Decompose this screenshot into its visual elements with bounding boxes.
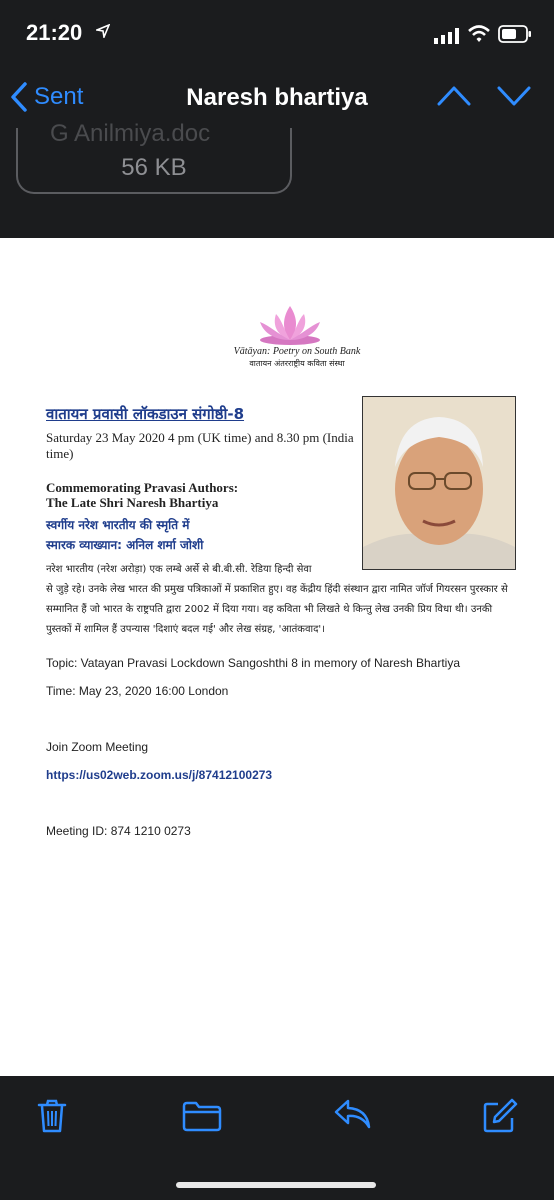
trash-icon[interactable] (36, 1098, 68, 1134)
hindi-memory-line: स्वर्गीय नरेश भारतीय की स्मृति में (46, 518, 190, 532)
home-indicator[interactable] (176, 1182, 376, 1188)
folder-icon[interactable] (182, 1100, 222, 1132)
next-message-button[interactable] (497, 84, 531, 108)
back-label: Sent (34, 83, 84, 110)
late-shri-line: The Late Shri Naresh Bhartiya (46, 495, 219, 510)
event-heading: वातायन प्रवासी लॉकडाउन संगोष्ठी-8 (46, 405, 245, 423)
brand-name-hindi: वातायन अंतरराष्ट्रीय कविता संस्था (249, 359, 345, 368)
attachment-size: 56 KB (121, 154, 187, 181)
commemoration-text (46, 480, 356, 510)
hindi-lecture-line: स्मारक व्याख्यान: अनिल शर्मा जोशी (46, 538, 204, 552)
bio-first-line: नरेश भारतीय (नरेश अरोड़ा) एक लम्बे अर्से से बी.बी.सी. रेडिया हिन्दी सेवा (46, 564, 312, 575)
battery-icon (498, 25, 532, 43)
event-date: Saturday 23 May 2020 4 pm (UK time) and 8.30 pm (India time) (46, 430, 354, 461)
compose-icon[interactable] (482, 1098, 518, 1134)
biography-text (46, 560, 516, 640)
reply-icon[interactable] (334, 1098, 372, 1130)
status-time: 21:20 (26, 20, 83, 45)
cellular-signal-icon (434, 28, 460, 44)
attachment-name: G Anilmiya.doc (50, 120, 211, 147)
join-line: Join Zoom Meeting (46, 740, 149, 754)
portrait-image (363, 397, 515, 569)
location-arrow-icon (96, 24, 110, 38)
meeting-id-line: Meeting ID: 874 1210 0273 (46, 824, 191, 838)
page-title: Naresh bhartiya (186, 84, 368, 111)
topic-line: Topic: Vatayan Pravasi Lockdown Sangoshthi 8 in memory of Naresh Bhartiya (46, 656, 460, 670)
flyer-document (0, 238, 554, 1076)
lotus-logo-icon (252, 304, 328, 346)
time-line: Time: May 23, 2020 16:00 London (46, 684, 229, 698)
wifi-icon (467, 24, 491, 44)
zoom-link[interactable]: https://us02web.zoom.us/j/87412100273 (46, 768, 273, 782)
attachment-card[interactable] (16, 128, 292, 194)
bio-rest: से जुड़े रहे। उनके लेख भारत की प्रमुख पत्रिकाओं में प्रकाशित हुए। वह केंद्रीय हिंदी संस्थान द्वारा नामित जॉर्ज गियरसन पुरस्कार से सम्मानित हैं जो भारत के राष्ट्रपति द्वारा 2002 में दिया गया। वह कविता भी लिखते थे किन्तु लेख उनकी प्रिय विधा थी। उनकी पुस्तकों में शामिल हैं उपन्यास 'दिशाएं बदल गई' और लेख संग्रह, 'आतंकवाद'। (46, 584, 508, 635)
portrait-photo (362, 396, 516, 570)
commemorating-line: Commemorating Pravasi Authors: (46, 480, 239, 495)
previous-message-button[interactable] (437, 84, 471, 108)
status-bar (0, 0, 554, 70)
brand-name-english: Vātāyan: Poetry on South Bank (233, 346, 361, 357)
